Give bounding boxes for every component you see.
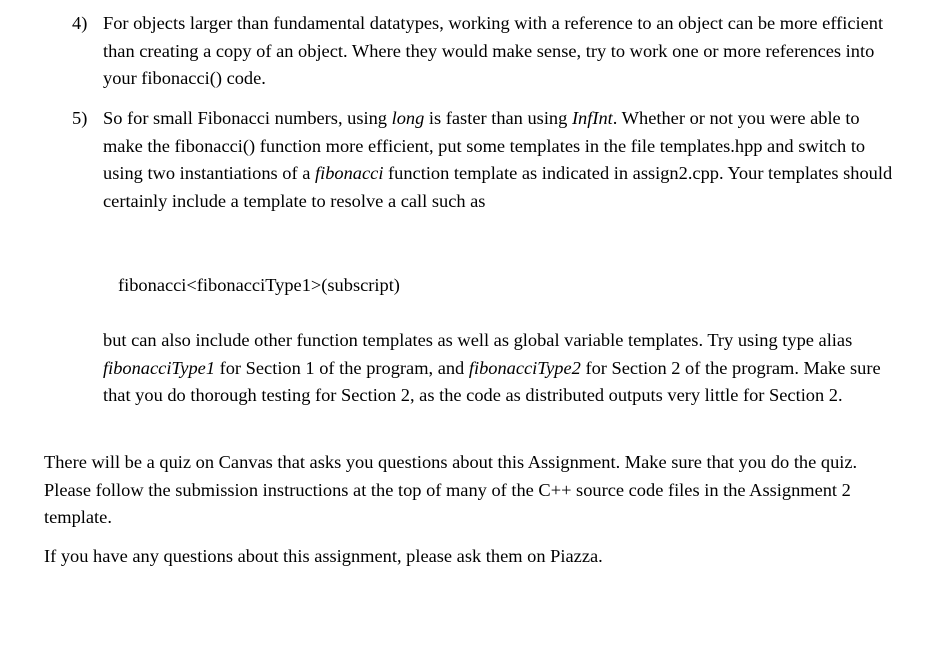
item-5-text-part2: but can also include other function templates as well as global variable templates. Try using type alias fibonacciType1 for Section 1 of the program, and fibonacciType2 for Section 2 of the program. Make sure that you do thorough testing for Section 2, as the code as distributed outputs very little for Section 2.: [103, 330, 881, 406]
item-body: [103, 10, 893, 93]
item-body: [103, 105, 893, 216]
emphasis-fibonacci-type1: fibonacciType1: [103, 357, 216, 378]
item-body: [103, 327, 893, 410]
quiz-paragraph: There will be a quiz on Canvas that asks you questions about this Assignment. Make sure that you do the quiz. Please follow the submission instructions at the top of many of the C++ source code files in the Assignment 2 template.: [44, 452, 858, 528]
item-4-text: For objects larger than fundamental datatypes, working with a reference to an object can be more efficient than creating a copy of an object. Where they would make sense, try to work one or more references into your fibonacci() code.: [103, 13, 884, 89]
emphasis-long: long: [391, 108, 425, 128]
item-5-text-part1: So for small Fibonacci numbers, using long is faster than using InfInt. Whether or not you were able to make the fibonacci() function more efficient, put some templates in the file templates.hpp and switch to using two instantiations of a fibonacci function template as indicated in assign2.cpp. Your templates should certainly include a template to resolve a call such as: [103, 108, 893, 212]
emphasis-infint: InfInt: [571, 108, 613, 128]
item-number: 4): [72, 13, 88, 33]
code-example: fibonacci<fibonacciType1>(subscript): [118, 275, 400, 295]
questions-paragraph: If you have any questions about this assignment, please ask them on Piazza.: [44, 546, 603, 566]
emphasis-fibonacci: fibonacci: [315, 163, 384, 184]
emphasis-fibonacci-type2: fibonacciType2: [468, 357, 581, 378]
item-number: 5): [72, 108, 88, 128]
